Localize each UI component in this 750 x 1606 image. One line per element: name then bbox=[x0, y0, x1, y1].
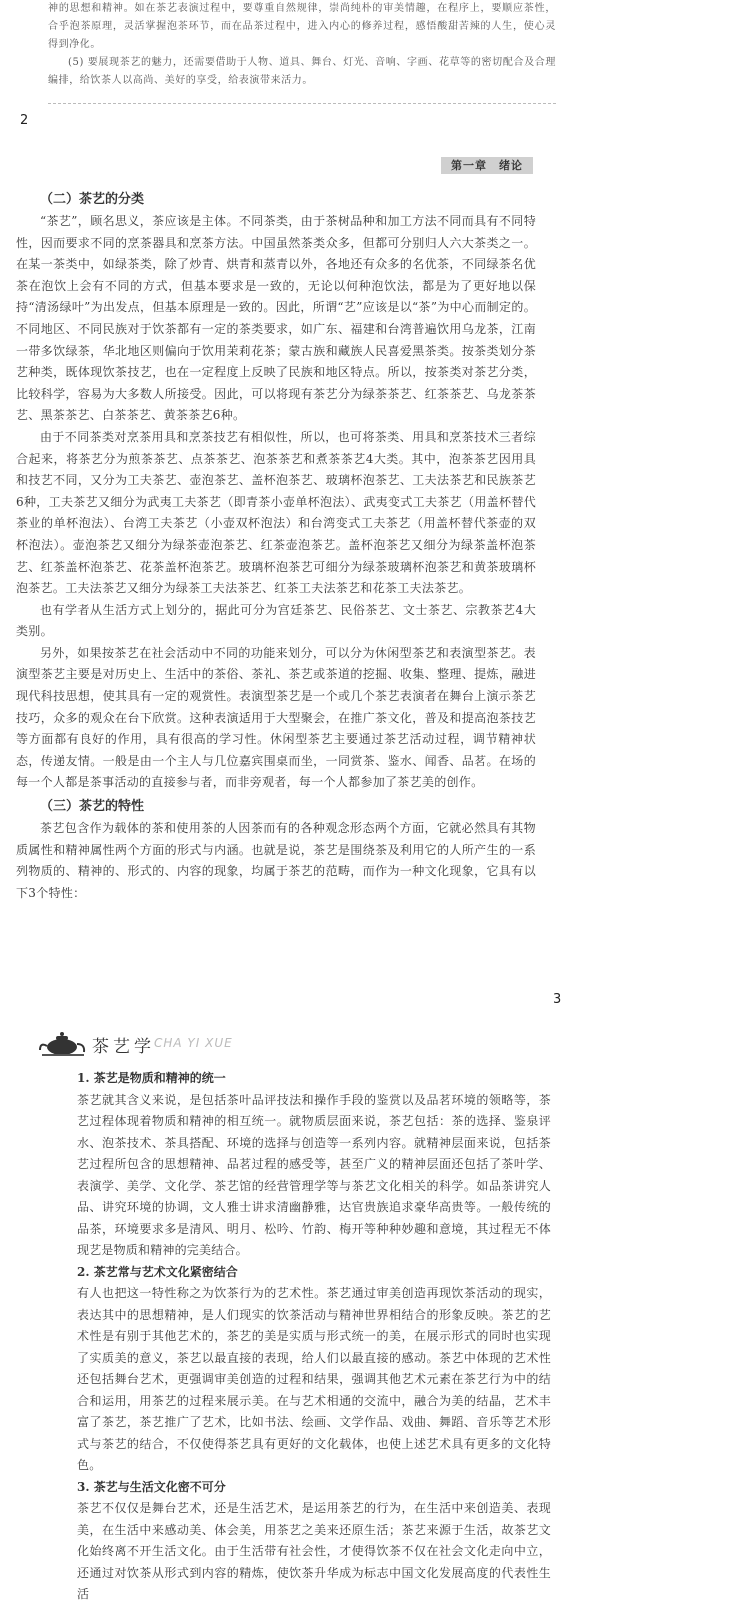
item-heading: 2. 茶艺常与艺术文化紧密结合 bbox=[77, 1264, 238, 1279]
paragraph: 另外，如果按茶艺在社会活动中不同的功能来划分，可以分为休闲型茶艺和表演型茶艺。表演型茶艺主要是对历史上、生活中的茶俗、茶礼、茶艺或茶道的挖掘、收集、整理、提炼，融进现代科技思想，使其具有一定的观赏性。表演型茶艺是一个或几个茶艺表演者在舞台上演示茶艺技巧，众多的观众在台下欣赏。这种表演适用于大型聚会，在推广茶文化，普及和提高泡茶技艺等方面都有良好的作用，具有很高的学习性。休闲型茶艺主要通过茶艺活动过程，调节精神状态，传递友情。一般是由一个主人与几位嘉宾围桌而坐，一同赏茶、鉴水、闻香、品茗。在场的每一个人都是茶事活动的直接参与者，而非旁观者，每一个人都参加了茶艺美的创作。 bbox=[16, 645, 536, 790]
item-heading: 1. 茶艺是物质和精神的统一 bbox=[77, 1071, 226, 1085]
text-box bbox=[48, 0, 556, 104]
page-number: 2 bbox=[20, 113, 29, 128]
item-heading: 3. 茶艺与生活文化密不可分 bbox=[77, 1479, 226, 1494]
paragraph: 有人也把这一特性称之为饮茶行为的艺术性。茶艺通过审美创造再现饮茶活动的现实，表达其中的思想精神，是人们现实的饮茶活动与精神世界相结合的形象反映。茶艺的艺术性是有别于其他艺术的，茶艺的美是实质与形式统一的美，在展示形式的同时也实现了实质美的意义，茶艺以最直接的表现，给人们以最直接的感动。茶艺中体现的艺术性还包括舞台艺术，更强调审美创造的过程和结果，强调其他艺术元素在茶艺行为中的结合和运用，用茶艺的过程来展示美。在与艺术相通的交流中，融合为美的结晶，艺术丰富了茶艺，茶艺推广了艺术，比如书法、绘画、文学作品、戏曲、舞蹈、音乐等艺术形式与茶艺的结合，不仅使得茶艺具有更好的文化载体，也使上述艺术具有更多的文化特色。 bbox=[77, 1286, 551, 1472]
teapot-icon bbox=[38, 1030, 88, 1058]
page-body bbox=[16, 187, 536, 904]
paragraph: “茶艺”，顾名思义，茶应该是主体。不同茶类，由于茶树品种和加工方法不同而具有不同特性，因而要求不同的烹茶器具和烹茶方法。中国虽然茶类众多，但都可分别归人六大茶类之一。在某一茶类中，如绿茶类，除了炒青、烘青和蒸青以外，各地还有众多的名优茶，不同绿茶名优茶在泡饮上会有不同的方式，但基本要求是一致的，无论以何种泡饮法，都是为了更好地以保持“清汤绿叶”为出发点，但基本原理是一致的。因此，所谓“艺”应该是以“茶”为中心而制定的。不同地区、不同民族对于饮茶都有一定的茶类要求，如广东、福建和台湾普遍饮用乌龙茶，江南一带多饮绿茶，华北地区则偏向于饮用茉莉花茶；蒙古族和藏族人民喜爱黑茶类。按茶类划分茶艺种类，既体现饮茶技艺，也在一定程度上反映了民族和地区特点。所以，按茶类对茶艺分类，比较科学，容易为大多数人所接受。因此，可以将现有茶艺分为绿茶茶艺、红茶茶艺、乌龙茶茶艺、黑茶茶艺、白茶茶艺、黄茶茶艺6种。 bbox=[16, 214, 536, 423]
page-tea-art bbox=[0, 1020, 750, 1601]
paragraph: 由于不同茶类对烹茶用具和烹茶技艺有相似性，所以，也可将茶类、用具和烹茶技术三者综合起来，将茶艺分为煎茶茶艺、点茶茶艺、泡茶茶艺和煮茶茶艺4大类。其中，泡茶茶艺因用具和技艺不同，又分为工夫茶艺、壶泡茶艺、盖杯泡茶艺、玻璃杯泡茶艺、工夫法茶艺和民族茶艺6种，工夫茶艺又细分为武夷工夫茶艺（即青茶小壶单杯泡法）、武夷变式工夫茶艺（用盖杯替代茶业的单杯泡法）、台湾工夫茶艺（小壶双杯泡法）和台湾变式工夫茶艺（用盖杯替代茶壶的双杯泡法）。壶泡茶艺又细分为绿茶壶泡茶艺、红茶壶泡茶艺。盖杯泡茶艺又细分为绿茶盖杯泡茶艺、红茶盖杯泡茶艺、花茶盖杯泡茶艺。玻璃杯泡茶艺可细分为绿茶玻璃杯泡茶艺和黄茶玻璃杯泡茶艺。工夫法茶艺又细分为绿茶工夫法茶艺、红茶工夫法茶艺和花茶工夫法茶艺。 bbox=[16, 429, 536, 596]
paragraph: 茶艺就其含义来说，是包括茶叶品评技法和操作手段的鉴赏以及品茗环境的领略等，茶艺过程体现着物质和精神的相互统一。就物质层面来说，茶艺包括：茶的选择、鉴泉评水、泡茶技术、茶具搭配、环境的选择与创造等一系列内容。就精神层面来说，包括茶艺过程所包含的思想精神、品茗过程的感受等，甚至广义的精神层面还包括了茶叶学、表演学、美学、文化学、茶艺馆的经营管理学等与茶艺文化相关的科学。如品茶讲究人品、讲究环境的协调，文人雅士讲求清幽静雅，达官贵族追求豪华高贵等。一般传统的品茶，环境要求多是清风、明月、松吟、竹韵、梅开等种种妙趣和意境，其过程无不体现艺是物质和精神的完美结合。 bbox=[77, 1092, 551, 1257]
page-chapter-one bbox=[0, 150, 750, 1007]
previous-page-fragment bbox=[0, 0, 750, 128]
logo-text: 茶艺学 bbox=[92, 1037, 155, 1057]
paragraph: 神的思想和精神。如在茶艺表演过程中，要尊重自然规律，崇尚纯朴的审美情趣，在程序上，要顺应茶性，合乎泡茶原理，灵活掌握泡茶环节，而在品茶过程中，进入内心的修养过程，感悟酸甜苦辣的人生，使心灵得到净化。 bbox=[48, 3, 556, 50]
section-heading: （二）茶艺的分类 bbox=[40, 192, 145, 207]
page-number: 3 bbox=[553, 992, 562, 1007]
paragraph: 也有学者从生活方式上划分的，据此可分为宫廷茶艺、民俗茶艺、文士茶艺、宗教茶艺4大类别。 bbox=[16, 602, 536, 639]
section-heading: （三）茶艺的特性 bbox=[40, 799, 145, 815]
book-logo bbox=[38, 1030, 238, 1058]
paragraph: 茶艺不仅仅是舞台艺术，还是生活艺术，是运用茶艺的行为，在生活中来创造美、表现美，在生活中来感动美、体会美，用茶艺之美来还原生活；茶艺来源于生活，故茶艺文化始终离不开生活文化。由于生活带有社会性，才使得饮茶不仅在社会文化走向中立，还通过对饮茶从形式到内容的精炼，使饮茶升华成为标志中国文化发展高度的代表性生活 bbox=[77, 1501, 551, 1601]
page-body bbox=[77, 1068, 551, 1606]
logo-subtitle: CHA YI XUE bbox=[154, 1036, 233, 1050]
paragraph: (5) 要展现茶艺的魅力，还需要借助于人物、道具、舞台、灯光、音响、字画、花草等的密切配合及合理编排，给饮茶人以高尚、美好的享受，给表演带来活力。 bbox=[48, 57, 556, 86]
paragraph: 茶艺包含作为载体的茶和使用茶的人因茶而有的各种观念形态两个方面，它就必然具有其物质属性和精神属性两个方面的形式与内涵。也就是说，茶艺是围绕茶及利用它的人所产生的一系列物质的、精神的、形式的、内容的现象，均属于茶艺的范畴，而作为一种文化现象，它具有以下3个特性： bbox=[16, 821, 536, 900]
chapter-tag: 第一章 绪论 bbox=[441, 157, 533, 174]
